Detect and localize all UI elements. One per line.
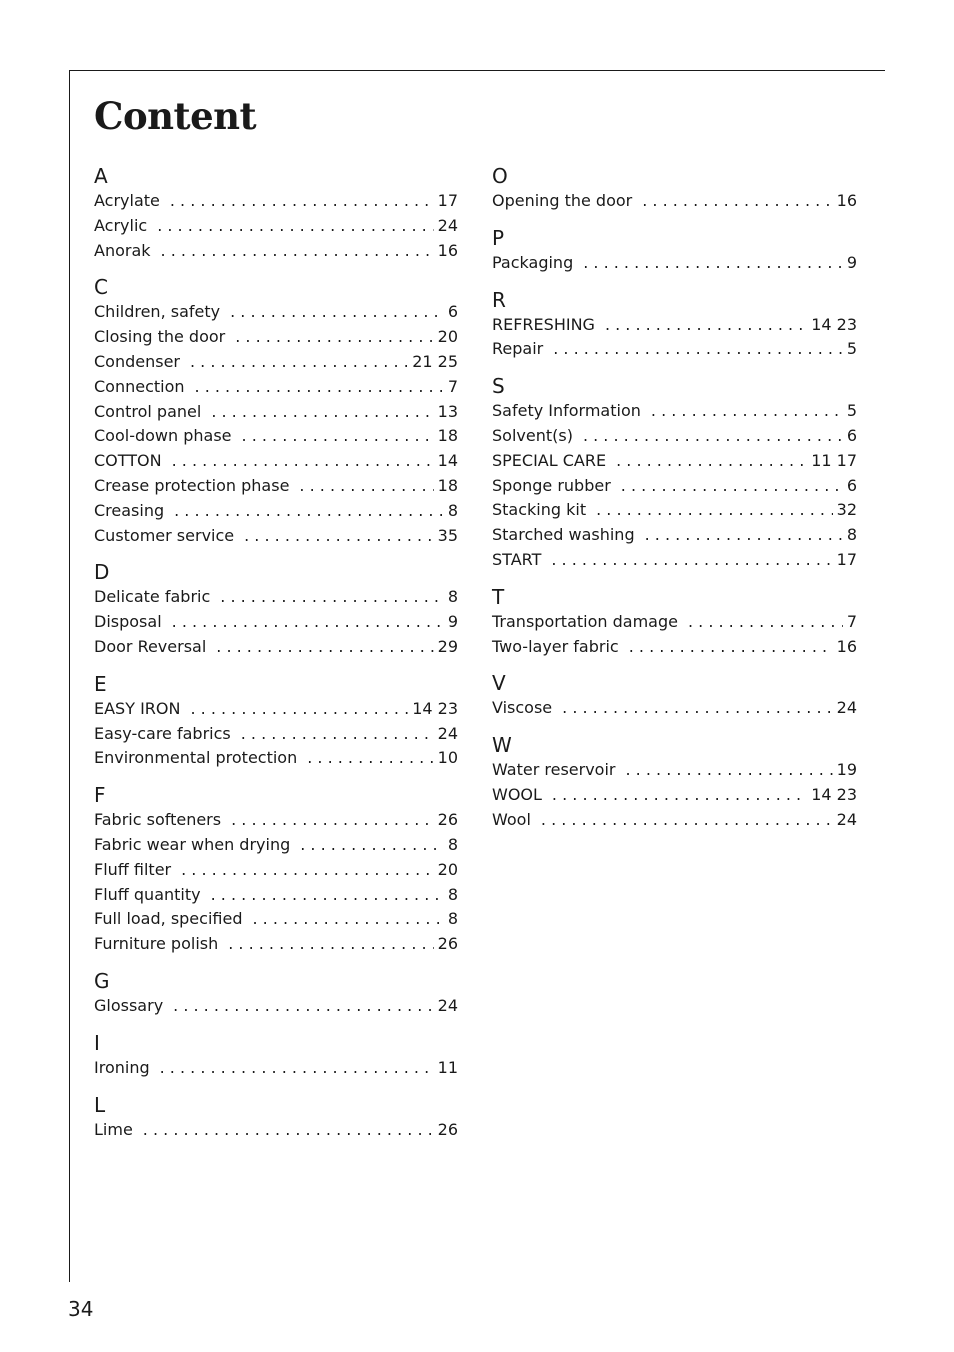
section-letter: W <box>492 733 512 758</box>
entry-page: 17 <box>437 191 458 210</box>
index-section <box>94 1090 458 1143</box>
top-rule <box>69 70 885 71</box>
index-entry <box>94 1056 458 1081</box>
index-section <box>94 161 458 263</box>
dot-leader <box>161 239 434 264</box>
index-entry <box>492 610 857 635</box>
entry-page: 18 <box>437 475 458 495</box>
index-entry <box>492 758 857 783</box>
entry-label: Control panel <box>94 401 202 421</box>
dot-leader <box>299 474 433 499</box>
entry-label: Starched washing <box>492 525 635 545</box>
index-entry <box>492 696 857 721</box>
index-entry <box>492 313 857 338</box>
index-section <box>492 582 857 660</box>
entry-page: 7 <box>447 376 458 396</box>
dot-leader <box>211 883 444 908</box>
index-entry <box>94 499 458 524</box>
index-entry <box>492 189 857 214</box>
entry-label: START <box>492 549 542 569</box>
entry-page: 6 <box>846 425 857 445</box>
entry-label: Door Reversal <box>94 636 207 656</box>
index-entry <box>492 808 857 833</box>
entry-page: 21 25 <box>412 351 458 371</box>
index-entry <box>492 449 857 474</box>
entry-page: 5 <box>846 339 857 359</box>
entry-page: 16 <box>437 240 458 260</box>
index-entry <box>492 783 857 808</box>
dot-leader <box>181 858 434 883</box>
entry-label: COTTON <box>94 451 162 471</box>
dot-leader <box>562 696 833 721</box>
index-entry <box>94 907 458 932</box>
entry-label: Sponge rubber <box>492 475 611 495</box>
dot-leader <box>173 994 433 1019</box>
section-letter: C <box>94 275 108 300</box>
dot-leader <box>231 808 434 833</box>
entry-page: 14 23 <box>811 784 857 804</box>
entry-label: Full load, specified <box>94 909 243 929</box>
entry-page: 6 <box>846 475 857 495</box>
entry-page: 9 <box>447 612 458 632</box>
index-section <box>94 1028 458 1081</box>
dot-leader <box>235 325 433 350</box>
index-entry <box>94 1118 458 1143</box>
entry-page: 14 23 <box>412 698 458 718</box>
entry-page: 24 <box>836 809 857 829</box>
entry-page: 8 <box>447 587 458 607</box>
dot-leader <box>170 189 434 214</box>
section-letter: V <box>492 671 506 696</box>
index-entry <box>492 523 857 548</box>
section-letter: R <box>492 287 506 312</box>
index-entry <box>94 189 458 214</box>
entry-label: Stacking kit <box>492 500 587 520</box>
index-entry <box>94 524 458 549</box>
section-letter: O <box>492 164 508 188</box>
index-entry <box>94 424 458 449</box>
entry-page: 5 <box>846 401 857 421</box>
dot-leader <box>252 907 443 932</box>
index-section <box>94 669 458 771</box>
entry-label: Environmental protection <box>94 748 298 768</box>
dot-leader <box>552 783 807 808</box>
section-letter: E <box>94 671 107 696</box>
section-letter: F <box>94 783 106 808</box>
index-column-left <box>94 161 458 1142</box>
entry-label: Easy-care fabrics <box>94 723 231 743</box>
entry-page: 20 <box>437 327 458 347</box>
section-letter: I <box>94 1030 100 1055</box>
dot-leader <box>174 499 444 524</box>
index-entry <box>94 325 458 350</box>
index-entry <box>94 214 458 239</box>
index-section <box>492 668 857 721</box>
index-section <box>492 730 857 832</box>
entry-label: Wool <box>492 809 531 829</box>
entry-page: 8 <box>447 500 458 520</box>
index-entry <box>492 337 857 362</box>
entry-page: 16 <box>836 636 857 656</box>
entry-label: Fabric softeners <box>94 810 222 830</box>
entry-label: Viscose <box>492 698 553 718</box>
index-entry <box>492 498 857 523</box>
index-entry <box>94 585 458 610</box>
dot-leader <box>583 251 843 276</box>
entry-page: 10 <box>437 748 458 768</box>
section-letter: G <box>94 968 110 993</box>
dot-leader <box>616 449 807 474</box>
index-entry <box>492 251 857 276</box>
dot-leader <box>241 722 434 747</box>
section-letter: A <box>94 164 108 188</box>
dot-leader <box>583 424 843 449</box>
entry-label: Transportation damage <box>492 611 678 631</box>
index-column-right <box>492 161 857 833</box>
entry-label: Creasing <box>94 500 165 520</box>
section-letter: S <box>492 374 505 399</box>
entry-page: 32 <box>836 500 857 520</box>
entry-label: Glossary <box>94 995 164 1015</box>
entry-page: 26 <box>437 810 458 830</box>
entry-page: 26 <box>437 934 458 954</box>
entry-page: 35 <box>437 525 458 545</box>
dot-leader <box>230 300 444 325</box>
dot-leader <box>160 1056 434 1081</box>
entry-label: EASY IRON <box>94 698 181 718</box>
dot-leader <box>228 932 433 957</box>
dot-leader <box>300 833 444 858</box>
index-entry <box>94 474 458 499</box>
entry-page: 20 <box>437 859 458 879</box>
entry-label: Closing the door <box>94 327 226 347</box>
index-entry <box>94 635 458 660</box>
entry-page: 7 <box>846 611 857 631</box>
entry-page: 11 17 <box>811 450 857 470</box>
dot-leader <box>626 758 833 783</box>
entry-label: Safety Information <box>492 401 641 421</box>
dot-leader <box>172 449 434 474</box>
index-entry <box>492 424 857 449</box>
entry-label: Children, safety <box>94 302 221 322</box>
index-entry <box>94 697 458 722</box>
entry-page: 8 <box>846 525 857 545</box>
dot-leader <box>216 635 433 660</box>
entry-page: 18 <box>437 426 458 446</box>
entry-label: Acrylic <box>94 215 148 235</box>
entry-label: SPECIAL CARE <box>492 450 607 470</box>
entry-label: Water reservoir <box>492 760 616 780</box>
entry-page: 17 <box>836 549 857 569</box>
entry-page: 24 <box>437 723 458 743</box>
dot-leader <box>244 524 434 549</box>
dot-leader <box>211 400 433 425</box>
section-letter: P <box>492 225 505 250</box>
entry-page: 24 <box>437 995 458 1015</box>
index-entry <box>492 548 857 573</box>
entry-page: 8 <box>447 884 458 904</box>
entry-label: Fluff filter <box>94 859 172 879</box>
dot-leader <box>551 548 832 573</box>
entry-page: 6 <box>447 302 458 322</box>
dot-leader <box>190 350 408 375</box>
dot-leader <box>195 375 444 400</box>
entry-label: Fluff quantity <box>94 884 201 904</box>
index-entry <box>94 449 458 474</box>
index-entry <box>492 399 857 424</box>
entry-label: Condenser <box>94 351 180 371</box>
entry-label: Fabric wear when drying <box>94 834 291 854</box>
entry-page: 13 <box>437 401 458 421</box>
entry-label: Connection <box>94 376 185 396</box>
entry-page: 14 <box>437 451 458 471</box>
index-entry <box>94 833 458 858</box>
dot-leader <box>242 424 434 449</box>
entry-page: 14 23 <box>811 314 857 334</box>
entry-page: 8 <box>447 909 458 929</box>
index-entry <box>94 375 458 400</box>
entry-label: Customer service <box>94 525 235 545</box>
entry-label: Crease protection phase <box>94 475 290 495</box>
index-entry <box>94 722 458 747</box>
index-entry <box>94 239 458 264</box>
entry-label: Cool-down phase <box>94 426 232 446</box>
entry-page: 9 <box>846 252 857 272</box>
entry-page: 29 <box>437 636 458 656</box>
dot-leader <box>642 189 832 214</box>
index-entry <box>94 932 458 957</box>
entry-label: Opening the door <box>492 191 633 210</box>
entry-label: Lime <box>94 1119 133 1139</box>
section-letter: L <box>94 1092 106 1117</box>
entry-label: Solvent(s) <box>492 425 573 445</box>
entry-label: Two-layer fabric <box>492 636 619 656</box>
entry-label: REFRESHING <box>492 314 595 334</box>
dot-leader <box>157 214 433 239</box>
entry-page: 8 <box>447 834 458 854</box>
left-rule <box>69 70 70 1282</box>
dot-leader <box>651 399 843 424</box>
entry-label: Repair <box>492 339 544 359</box>
dot-leader <box>629 635 833 660</box>
index-section <box>492 371 857 573</box>
entry-label: Disposal <box>94 612 162 632</box>
index-section <box>492 285 857 363</box>
dot-leader <box>553 337 843 362</box>
dot-leader <box>621 474 843 499</box>
index-entry <box>492 474 857 499</box>
index-entry <box>94 746 458 771</box>
page-number: 34 <box>68 1297 94 1321</box>
entry-label: Packaging <box>492 252 574 272</box>
dot-leader <box>190 697 408 722</box>
dot-leader <box>645 523 843 548</box>
index-entry <box>94 610 458 635</box>
index-section <box>94 780 458 957</box>
dot-leader <box>541 808 833 833</box>
index-section <box>94 272 458 548</box>
entry-label: Delicate fabric <box>94 587 211 607</box>
index-section <box>492 161 857 214</box>
dot-leader <box>143 1118 434 1143</box>
entry-label: Acrylate <box>94 191 160 210</box>
entry-label: Anorak <box>94 240 151 260</box>
index-entry <box>94 994 458 1019</box>
entry-label: Ironing <box>94 1057 150 1077</box>
index-entry <box>94 858 458 883</box>
index-entry <box>492 635 857 660</box>
entry-page: 24 <box>437 215 458 235</box>
page-title: Content <box>94 94 257 138</box>
entry-page: 26 <box>437 1119 458 1139</box>
index-entry <box>94 808 458 833</box>
entry-page: 24 <box>836 698 857 718</box>
entry-label: Furniture polish <box>94 934 219 954</box>
dot-leader <box>605 313 807 338</box>
index-section <box>94 966 458 1019</box>
index-entry <box>94 400 458 425</box>
dot-leader <box>596 498 833 523</box>
dot-leader <box>172 610 444 635</box>
index-entry <box>94 300 458 325</box>
dot-leader <box>688 610 843 635</box>
index-section <box>94 557 458 659</box>
index-entry <box>94 883 458 908</box>
entry-page: 19 <box>836 760 857 780</box>
section-letter: D <box>94 560 110 585</box>
entry-label: WOOL <box>492 784 542 804</box>
index-section <box>492 223 857 276</box>
entry-page: 16 <box>836 191 857 210</box>
index-entry <box>94 350 458 375</box>
entry-page: 11 <box>437 1057 458 1077</box>
dot-leader <box>307 746 433 771</box>
section-letter: T <box>492 584 505 609</box>
dot-leader <box>220 585 444 610</box>
